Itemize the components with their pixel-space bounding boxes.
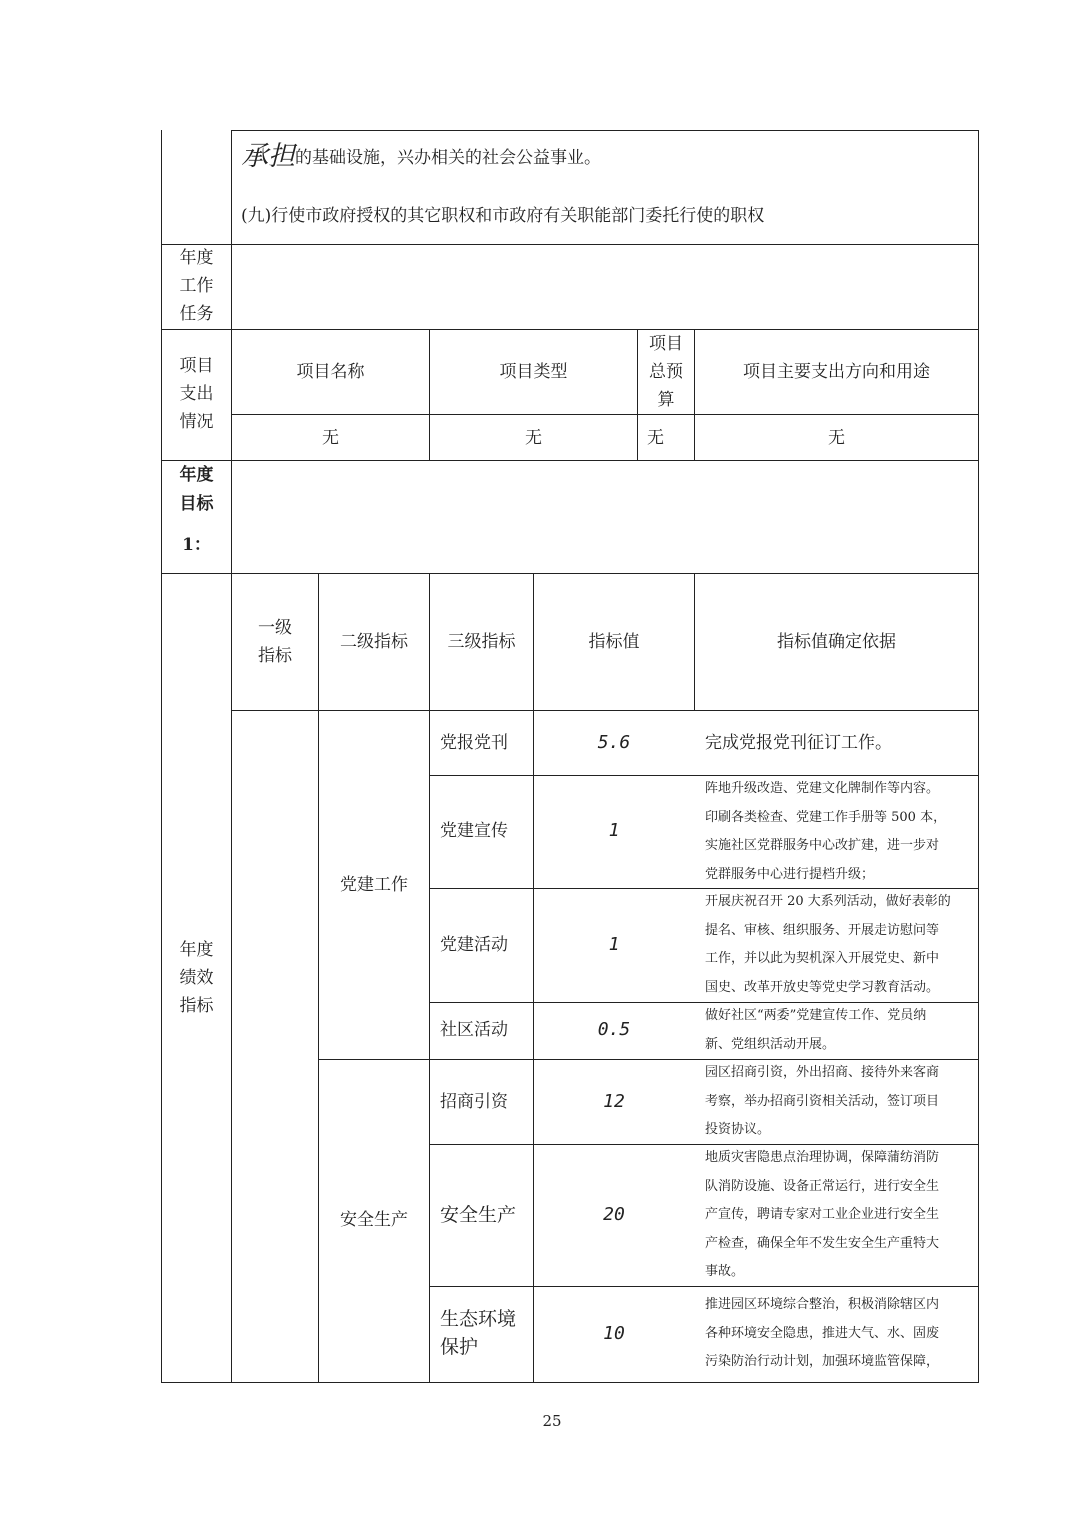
- level3-cell: 党建宣传: [440, 821, 508, 841]
- level3-cell: 安全生产: [440, 1204, 517, 1226]
- basis-cell: 地质灾害隐患点治理协调，保障蒲纺消防 队消防设施、设备正常运行，进行安全生 产宣传，聘请专家对工业企业进行安全生 产检查，确保全年不发生安全生产重特大 事故。: [705, 1150, 940, 1279]
- header-basis: 指标值确定依据: [777, 632, 896, 652]
- level3-cell: 社区活动: [440, 1020, 508, 1040]
- value-cell: 1: [608, 934, 620, 955]
- page-number: 25: [542, 1412, 562, 1430]
- header-project-budget: 项目 总预 算: [649, 334, 683, 410]
- value-cell: 5.6: [597, 732, 631, 753]
- header-level2: 二级指标: [340, 632, 408, 652]
- header-project-type: 项目类型: [499, 362, 568, 382]
- cell-project-budget: 无: [647, 428, 664, 448]
- value-cell: 20: [603, 1204, 625, 1225]
- value-cell: 12: [603, 1091, 625, 1112]
- header-level3: 三级指标: [447, 632, 516, 652]
- row-line: [161, 460, 979, 461]
- project-spending-label: 项目 支出 情况: [179, 356, 214, 432]
- row-line: [161, 329, 979, 330]
- handwritten-annotation: 承担: [241, 141, 295, 172]
- basis-cell: 开展庆祝召开 20 大系列活动，做好表彰的 提名、审核、组织服务、开展走访慰问等 工作，并以此为契机深入开展党史、新中 国史、改革开放史等党史学习教育活动。: [705, 894, 951, 995]
- header-level1: 一级 指标: [258, 618, 292, 666]
- header-project-purpose: 项目主要支出方向和用途: [743, 362, 930, 382]
- basis-cell: 完成党报党刊征订工作。: [705, 733, 892, 753]
- basis-cell: 推进园区环境综合整治，积极消除辖区内 各种环境安全隐患，推进大气、水、固废 污染防治行动计划，加强环境监管保障，: [705, 1297, 940, 1369]
- header-value: 指标值: [588, 632, 640, 652]
- group-label-safety: 安全生产: [340, 1210, 408, 1230]
- row-line: [161, 1382, 979, 1383]
- cell-project-name: 无: [322, 428, 339, 448]
- basis-cell: 阵地升级改造、党建文化牌制作等内容。 印刷各类检查、党建工作手册等 500 本， 实施社区党群服务中心改扩建，进一步对 党群服务中心进行提档升级；: [705, 781, 947, 882]
- value-cell: 1: [608, 820, 620, 841]
- col-line: [533, 573, 534, 1383]
- annual-goal-label: 年度 目标 1：: [179, 465, 214, 555]
- table-border-right: [978, 130, 979, 1383]
- level3-cell: 党建活动: [440, 935, 508, 955]
- basis-cell: 做好社区“两委”党建宣传工作、党员纳 新、党组织活动开展。: [705, 1008, 927, 1052]
- indicators-label: 年度 绩效 指标: [179, 940, 214, 1016]
- basis-cell: 园区招商引资，外出招商、接待外来客商 考察，举办招商引资相关活动，签订项目 投资协议。: [705, 1065, 940, 1137]
- label-column-divider: [231, 130, 232, 1383]
- level3-cell: 生态环境 保护: [440, 1308, 517, 1358]
- row-line: [161, 244, 979, 245]
- value-cell: 10: [603, 1323, 625, 1344]
- header-project-name: 项目名称: [296, 362, 365, 382]
- row-line: [231, 710, 979, 711]
- row-line: [161, 573, 979, 574]
- row-line: [231, 130, 979, 131]
- cell-project-purpose: 无: [828, 428, 845, 448]
- col-line: [429, 573, 430, 1383]
- level3-cell: 招商引资: [440, 1092, 508, 1112]
- level3-cell: 党报党刊: [440, 733, 508, 753]
- value-cell: 0.5: [597, 1019, 631, 1040]
- annual-tasks-label: 年度 工作 任务: [179, 248, 214, 324]
- duties-text-line-2: (九)行使市政府授权的其它职权和市政府有关职能部门委托行使的职权: [241, 206, 765, 226]
- col-line: [318, 573, 319, 1383]
- cell-project-type: 无: [525, 428, 542, 448]
- duties-text-line-1: 承担的基础设施，兴办相关的社会公益事业。: [241, 141, 601, 172]
- group-label-party-building: 党建工作: [340, 875, 408, 895]
- row-line: [231, 414, 979, 415]
